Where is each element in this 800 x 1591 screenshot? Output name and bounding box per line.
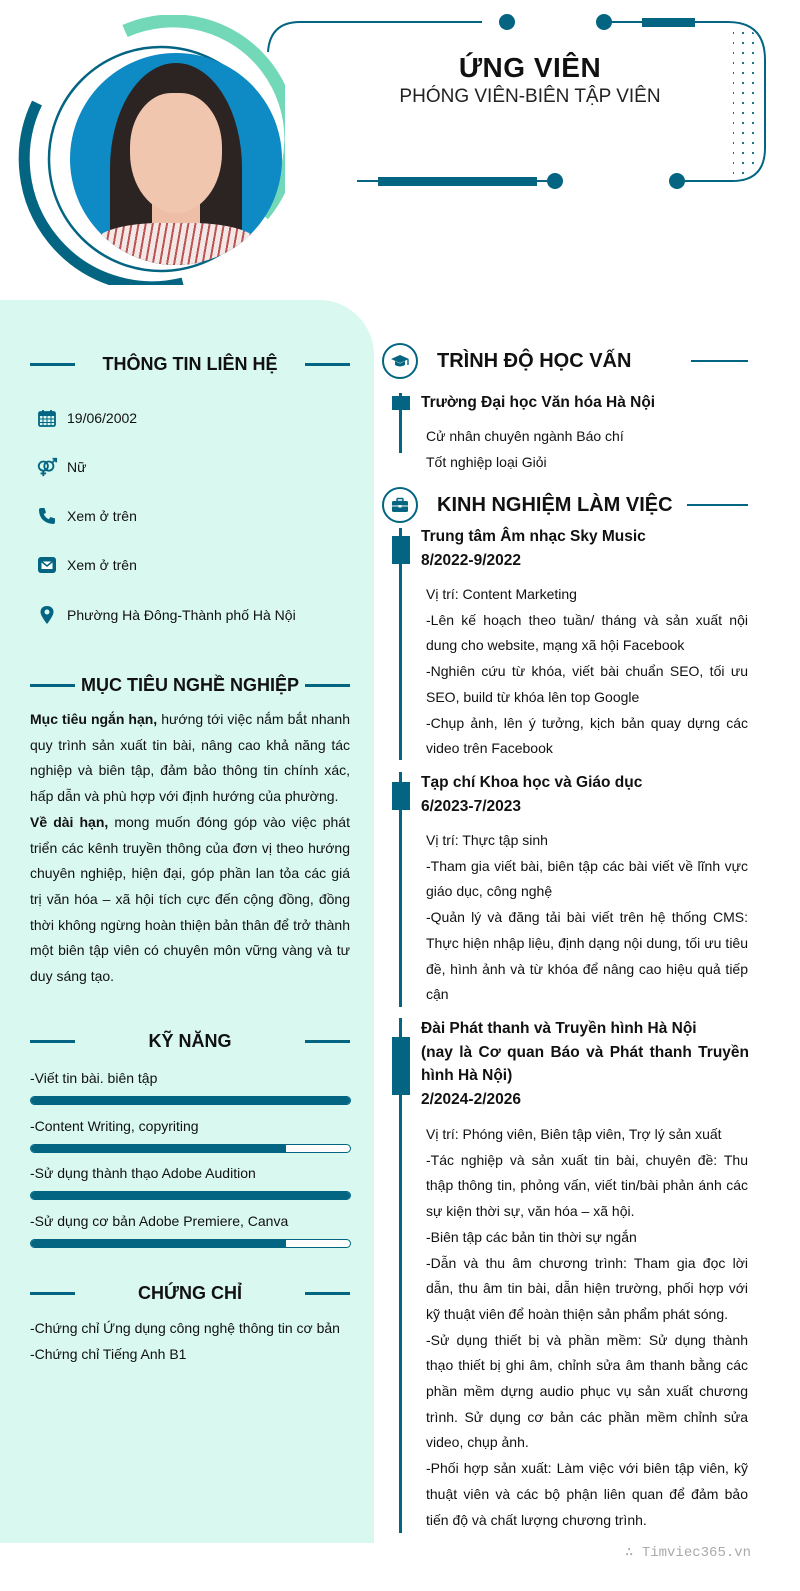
job-line: -Tham gia viết bài, biên tập các bài viết về lĩnh vực giáo dục, công nghệ: [426, 857, 748, 900]
contact-heading-text: THÔNG TIN LIÊN HỆ: [102, 353, 278, 374]
skill-progress-bar: [30, 1096, 351, 1105]
objective-long-text: mong muốn đóng góp vào việc phát triển các kênh truyền thông của đơn vị theo hướng chuyên nghiệp, hiện đại, góp phần lan tỏa các giá trị văn hóa – xã hội tích cực đến cộng đồng, đồng thời không ngừng hoàn thiện bản thân để trở thành một biên tập viên có chuyên môn vững vàng và tư duy sáng tạo.: [30, 813, 350, 985]
skill-progress-fill: [31, 1145, 286, 1152]
phone-icon: [36, 505, 58, 527]
skill-progress-fill: [31, 1097, 350, 1104]
avatar: [70, 53, 282, 265]
education-line: Tốt nghiệp loại Giỏi: [426, 453, 547, 470]
certificates-heading-text: CHỨNG CHỈ: [138, 1282, 242, 1303]
skill-progress-bar: [30, 1191, 351, 1200]
job-title: PHÓNG VIÊN-BIÊN TẬP VIÊN: [399, 86, 661, 107]
heading-divider: [30, 1292, 75, 1295]
watermark: ∴ Timviec365.vn: [625, 1545, 752, 1561]
job-line: -Tác nghiệp và sản xuất tin bài, chuyên đề: Thu thập thông tin, phỏng vấn, viết tin/bài phản ánh các sự kiện thời sự, văn hóa – xã hội.: [426, 1151, 748, 1220]
heading-divider: [305, 1040, 350, 1043]
job-line: -Sử dụng thiết bị và phần mềm: Sử dụng thành thạo thiết bị ghi âm, chỉnh sửa âm thanh bằng các phần mềm dựng audio phục vụ sản xuất chương trình. Sử dụng cơ bản các phần mềm chỉnh sửa video, chụp ảnh.: [426, 1331, 748, 1451]
skill-progress-bar: [30, 1239, 351, 1248]
skill-label: -Sử dụng cơ bản Adobe Premiere, Canva: [30, 1213, 289, 1229]
job-period: 6/2023-7/2023: [421, 797, 521, 815]
education-details: [426, 424, 748, 475]
graduation-cap-icon: [382, 343, 418, 379]
heading-divider: [30, 363, 75, 366]
experience-heading-text: KINH NGHIỆM LÀM VIỆC: [437, 493, 673, 516]
skill-item: [30, 1213, 351, 1248]
job-header: [421, 1017, 749, 1111]
skill-item: [30, 1070, 351, 1105]
skill-progress-bar: [30, 1144, 351, 1153]
job-line: Vị trí: Thực tập sinh: [426, 832, 548, 848]
objective-heading-text: MỤC TIÊU NGHỀ NGHIỆP: [80, 674, 299, 695]
job-company: Trung tâm Âm nhạc Sky Music: [421, 528, 646, 545]
title-block: [380, 52, 680, 108]
skill-label: -Viết tin bài. biên tập: [30, 1070, 158, 1086]
job-company: Tạp chí Khoa học và Giáo dục: [421, 774, 643, 791]
cv-header: [0, 0, 800, 300]
contact-email: [36, 554, 356, 576]
heading-divider: [687, 504, 748, 506]
timeline-line: [399, 1018, 402, 1533]
avatar-frame: [15, 15, 285, 285]
skills-heading: [30, 1029, 350, 1053]
job-line: -Dẫn và thu âm chương trình: Tham gia đọc lời dẫn, thu âm tin bài, dẫn hiện trường, phối hợp với kỹ thuật viên để hoàn thiện sản phẩm phát sóng.: [426, 1254, 748, 1322]
job-line: -Phối hợp sản xuất: Làm việc với biên tập viên, kỹ thuật viên và các bộ phận liên quan để đảm bảo tiến độ và chất lượng chương trình.: [426, 1460, 748, 1528]
job-period: 2/2024-2/2026: [421, 1090, 521, 1108]
skill-label: -Sử dụng thành thạo Adobe Audition: [30, 1165, 256, 1181]
gender-value: Nữ: [67, 459, 87, 475]
job-header: [421, 525, 749, 572]
job-line: Vị trí: Phóng viên, Biên tập viên, Trợ lý sản xuất: [426, 1126, 722, 1142]
timeline-marker: [392, 782, 410, 810]
education-line: Cử nhân chuyên ngành Báo chí: [426, 428, 624, 444]
skill-item: [30, 1165, 351, 1200]
education-heading-text: TRÌNH ĐỘ HỌC VẤN: [437, 349, 632, 372]
timeline-marker: [392, 396, 410, 410]
contact-gender: [36, 456, 356, 478]
skills-heading-text: KỸ NĂNG: [148, 1030, 232, 1051]
education-heading: [382, 342, 752, 380]
job-line: -Quản lý và đăng tải bài viết trên hệ thống CMS: Thực hiện nhập liệu, định dạng nội dung, tối ưu tiêu đề, hình ảnh và từ khóa để nâng cao hiệu quả tiếp cận: [426, 909, 748, 1003]
heading-divider: [305, 1292, 350, 1295]
certificate-item: -Chứng chỉ Tiếng Anh B1: [30, 1346, 187, 1362]
contact-address: [36, 604, 356, 626]
contact-birthday: [36, 407, 356, 429]
job-details: [426, 828, 748, 1008]
contact-phone: [36, 505, 356, 527]
job-details: [426, 1122, 748, 1533]
certificate-item: -Chứng chỉ Ứng dụng công nghệ thông tin cơ bản: [30, 1320, 340, 1336]
briefcase-icon: [382, 487, 418, 523]
job-line: -Nghiên cứu từ khóa, viết bài chuẩn SEO, tối ưu SEO, build từ khóa lên top Google: [426, 663, 748, 705]
candidate-name: ỨNG VIÊN: [458, 52, 602, 83]
gender-icon: [36, 456, 58, 478]
heading-divider: [691, 360, 748, 362]
email-icon: [36, 554, 58, 576]
heading-divider: [30, 684, 75, 687]
skill-label: -Content Writing, copyriting: [30, 1118, 199, 1134]
experience-heading: [382, 486, 752, 524]
job-line: -Chụp ảnh, lên ý tưởng, kịch bản quay dựng các video trên Facebook: [426, 714, 748, 757]
address-value: Phường Hà Đông-Thành phố Hà Nội: [67, 607, 296, 623]
timeline-marker: [392, 1037, 410, 1095]
email-value: Xem ở trên: [67, 557, 137, 573]
job-company-note: (nay là Cơ quan Báo và Phát thanh Truyền hình Hà Nội): [421, 1043, 749, 1084]
heading-divider: [305, 684, 350, 687]
job-line: -Biên tập các bản tin thời sự ngắn: [426, 1228, 637, 1245]
certificates-heading: [30, 1281, 350, 1305]
objective-long-label: Về dài hạn,: [30, 813, 109, 830]
skill-item: [30, 1118, 351, 1153]
birthday-value: 19/06/2002: [67, 410, 138, 426]
timeline-marker: [392, 536, 410, 564]
job-details: [426, 582, 748, 762]
job-period: 8/2022-9/2022: [421, 551, 521, 569]
job-company: Đài Phát thanh và Truyền hình Hà Nội: [421, 1020, 697, 1037]
location-icon: [36, 604, 58, 626]
objective-short-label: Mục tiêu ngắn hạn,: [30, 711, 158, 727]
objective-short-text: hướng tới việc nắm bắt nhanh quy trình sản xuất tin bài, nâng cao khả năng tác nghiệp và biên tập, đảm bảo thông tin chính xác, hấp dẫn và phù hợp với định hướng của phường.: [30, 711, 350, 805]
skill-progress-fill: [31, 1240, 286, 1247]
heading-divider: [30, 1040, 75, 1043]
objective-heading: [30, 673, 350, 697]
heading-divider: [305, 363, 350, 366]
objective-text: [30, 707, 350, 990]
job-header: [421, 771, 749, 818]
contact-heading: [30, 352, 350, 376]
skill-progress-fill: [31, 1192, 350, 1199]
phone-value: Xem ở trên: [67, 508, 137, 524]
job-line: Vị trí: Content Marketing: [426, 586, 577, 602]
job-line: -Lên kế hoạch theo tuần/ tháng và sản xuất nội dung cho website, mạng xã hội Facebook: [426, 611, 748, 654]
education-school: Trường Đại học Văn hóa Hà Nội: [421, 394, 656, 411]
calendar-icon: [36, 407, 58, 429]
